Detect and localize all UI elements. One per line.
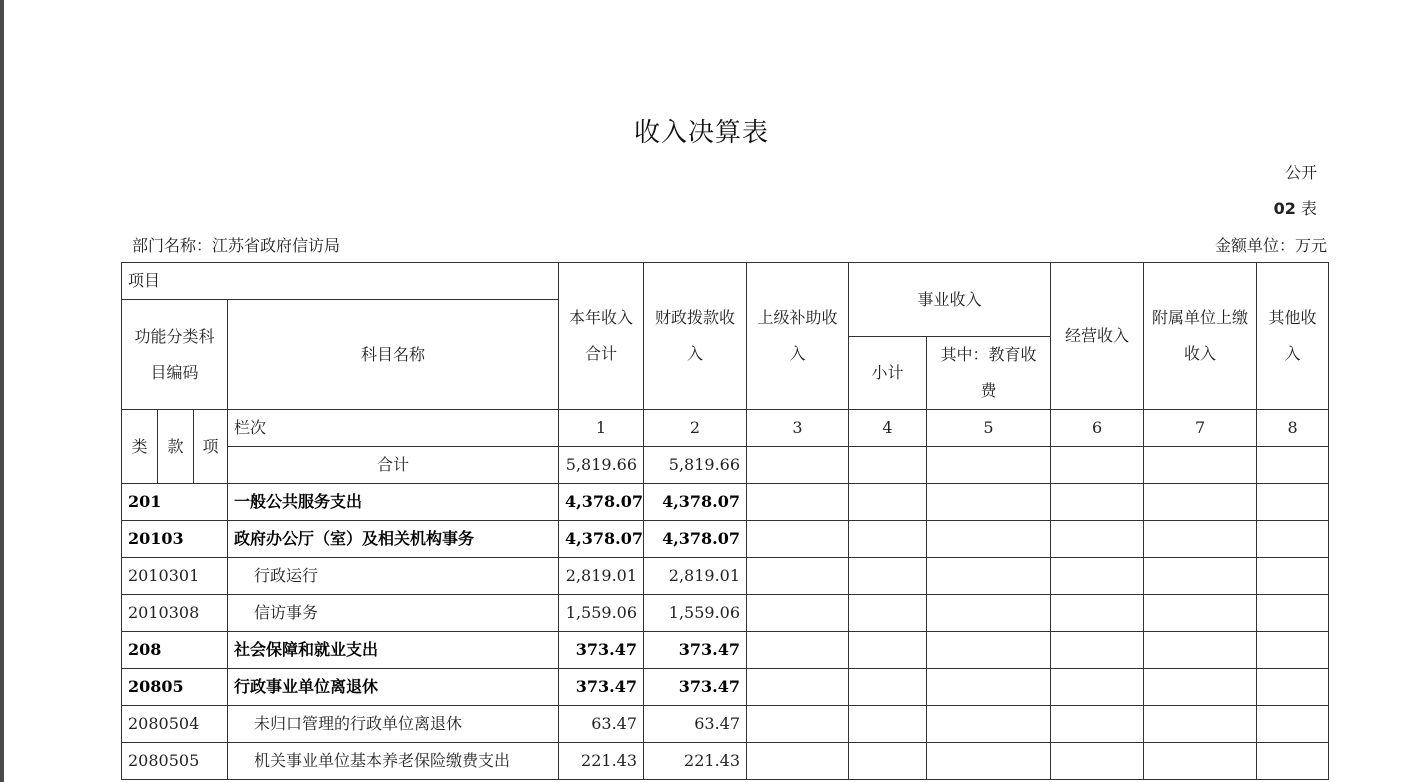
header-other-income: 其他收入 <box>1257 263 1329 410</box>
header-xiang: 项 <box>194 410 228 484</box>
row-total-income: 373.47 <box>559 632 644 669</box>
row-name: 行政运行 <box>228 558 559 595</box>
row-total-income: 4,378.07 <box>559 484 644 521</box>
row-total-income: 373.47 <box>559 669 644 706</box>
row-name: 信访事务 <box>228 595 559 632</box>
amount-unit: 金额单位：万元 <box>1214 236 1327 255</box>
table-row <box>122 595 1329 632</box>
row-total-income: 4,378.07 <box>559 521 644 558</box>
row-name: 一般公共服务支出 <box>228 484 559 521</box>
row-total-income: 221.43 <box>559 743 644 780</box>
row-fiscal: 4,378.07 <box>644 484 747 521</box>
col-number: 1 <box>559 410 644 447</box>
table-row <box>122 632 1329 669</box>
public-label: 公开 <box>1284 163 1317 182</box>
total-row-label: 合计 <box>228 447 559 484</box>
total-row-fiscal: 5,819.66 <box>644 447 747 484</box>
row-code: 208 <box>122 632 228 669</box>
row-code: 201 <box>122 484 228 521</box>
header-subject-name: 科目名称 <box>228 300 559 410</box>
row-fiscal: 2,819.01 <box>644 558 747 595</box>
row-code: 2080505 <box>122 743 228 780</box>
col-number: 6 <box>1051 410 1144 447</box>
row-fiscal: 373.47 <box>644 632 747 669</box>
header-total-income: 本年收入合计 <box>559 263 644 410</box>
table-number <box>1274 196 1317 219</box>
table-row <box>122 669 1329 706</box>
row-fiscal: 221.43 <box>644 743 747 780</box>
col-number: 4 <box>849 410 927 447</box>
row-total-income: 63.47 <box>559 706 644 743</box>
row-fiscal: 1,559.06 <box>644 595 747 632</box>
table-row <box>122 521 1329 558</box>
header-lei: 类 <box>122 410 158 484</box>
header-business-income: 事业收入 <box>849 263 1051 337</box>
header-kuan: 款 <box>158 410 194 484</box>
table-row <box>122 484 1329 521</box>
row-name: 未归口管理的行政单位离退休 <box>228 706 559 743</box>
total-row-total-income: 5,819.66 <box>559 447 644 484</box>
row-name: 社会保障和就业支出 <box>228 632 559 669</box>
table-row <box>122 743 1329 780</box>
header-edu-fee: 其中：教育收费 <box>927 337 1051 410</box>
header-lanci: 栏次 <box>228 410 559 447</box>
table-row <box>122 558 1329 595</box>
row-fiscal: 373.47 <box>644 669 747 706</box>
table-number-suffix: 表 <box>1295 199 1317 218</box>
row-code: 20805 <box>122 669 228 706</box>
header-function-code: 功能分类科目编码 <box>122 300 228 410</box>
header-operating-income: 经营收入 <box>1051 263 1144 410</box>
row-name: 政府办公厅（室）及相关机构事务 <box>228 521 559 558</box>
header-item: 项目 <box>122 263 559 300</box>
row-code: 2010308 <box>122 595 228 632</box>
row-name: 机关事业单位基本养老保险缴费支出 <box>228 743 559 780</box>
col-number: 3 <box>747 410 849 447</box>
header-superior-subsidy: 上级补助收入 <box>747 263 849 410</box>
row-total-income: 1,559.06 <box>559 595 644 632</box>
header-affiliate-income: 附属单位上缴收入 <box>1144 263 1257 410</box>
col-number: 8 <box>1257 410 1329 447</box>
row-code: 2080504 <box>122 706 228 743</box>
header-subtotal: 小计 <box>849 337 927 410</box>
row-code: 20103 <box>122 521 228 558</box>
row-code: 2010301 <box>122 558 228 595</box>
row-total-income: 2,819.01 <box>559 558 644 595</box>
col-number: 5 <box>927 410 1051 447</box>
row-fiscal: 4,378.07 <box>644 521 747 558</box>
row-name: 行政事业单位离退休 <box>228 669 559 706</box>
row-fiscal: 63.47 <box>644 706 747 743</box>
table-number-value: 02 <box>1273 199 1296 218</box>
income-table <box>121 262 1329 780</box>
col-number: 7 <box>1144 410 1257 447</box>
table-row <box>122 706 1329 743</box>
col-number: 2 <box>644 410 747 447</box>
page-title: 收入决算表 <box>633 118 769 148</box>
header-fiscal-allocation: 财政拨款收入 <box>644 263 747 410</box>
department-name: 部门名称：江苏省政府信访局 <box>132 236 341 255</box>
